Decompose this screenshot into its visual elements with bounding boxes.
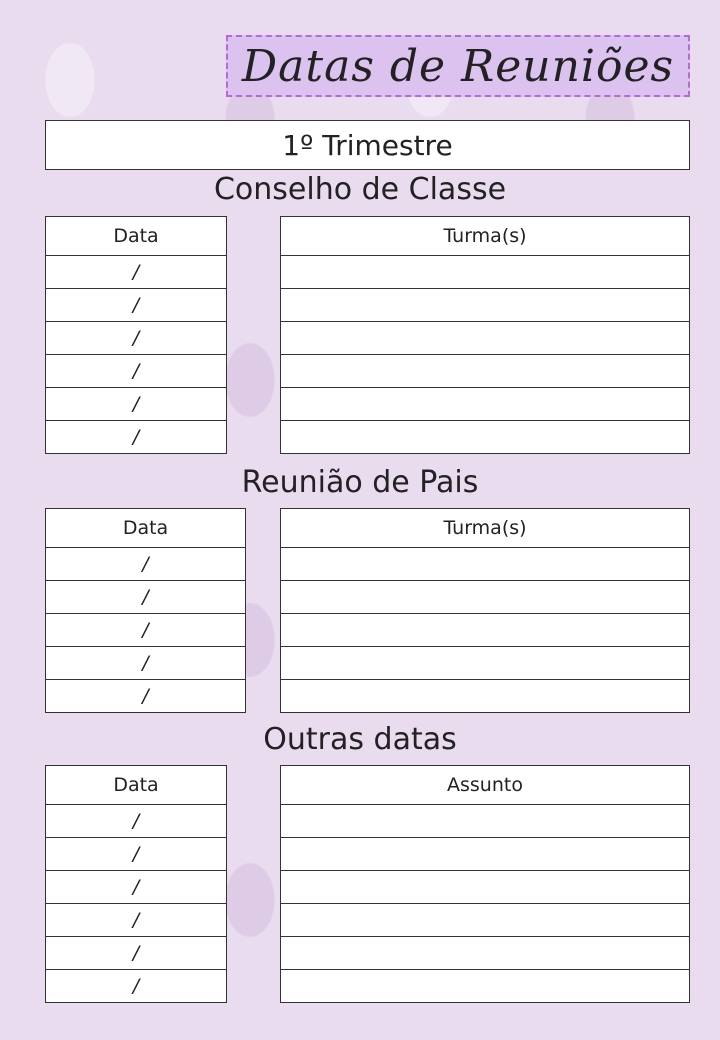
assunto-cell[interactable]: [281, 805, 690, 838]
conselho-turma-table: [280, 216, 690, 454]
outras-date-table: [45, 765, 227, 1003]
date-cell[interactable]: /: [46, 647, 246, 680]
reuniao-turma-table: [280, 508, 690, 713]
turma-cell[interactable]: [281, 388, 690, 421]
conselho-date-table: [45, 216, 227, 454]
section-title-reuniao: Reunião de Pais: [241, 465, 479, 500]
assunto-cell[interactable]: [281, 838, 690, 871]
date-header: Data: [46, 509, 246, 548]
turma-cell[interactable]: [281, 614, 690, 647]
assunto-cell[interactable]: [281, 871, 690, 904]
trimester-banner: [45, 120, 690, 170]
date-cell[interactable]: /: [46, 838, 227, 871]
date-cell[interactable]: /: [46, 871, 227, 904]
assunto-header: Assunto: [281, 766, 690, 805]
turma-header: Turma(s): [281, 217, 690, 256]
trimester-label: 1º Trimestre: [282, 128, 453, 162]
turma-cell[interactable]: [281, 421, 690, 454]
turma-cell[interactable]: [281, 355, 690, 388]
date-cell[interactable]: /: [46, 581, 246, 614]
date-cell[interactable]: /: [46, 614, 246, 647]
turma-header: Turma(s): [281, 509, 690, 548]
section-title-outras: Outras datas: [263, 722, 457, 757]
date-cell[interactable]: /: [46, 805, 227, 838]
date-cell[interactable]: /: [46, 904, 227, 937]
turma-cell[interactable]: [281, 256, 690, 289]
page-title: Datas de Reuniões: [241, 40, 675, 92]
date-cell[interactable]: /: [46, 548, 246, 581]
date-cell[interactable]: /: [46, 355, 227, 388]
turma-cell[interactable]: [281, 647, 690, 680]
date-cell[interactable]: /: [46, 388, 227, 421]
date-cell[interactable]: /: [46, 421, 227, 454]
turma-cell[interactable]: [281, 289, 690, 322]
date-cell[interactable]: /: [46, 289, 227, 322]
date-header: Data: [46, 217, 227, 256]
assunto-cell[interactable]: [281, 937, 690, 970]
date-cell[interactable]: /: [46, 970, 227, 1003]
assunto-cell[interactable]: [281, 970, 690, 1003]
section-title-conselho: Conselho de Classe: [213, 172, 507, 207]
turma-cell[interactable]: [281, 548, 690, 581]
turma-cell[interactable]: [281, 322, 690, 355]
outras-assunto-table: [280, 765, 690, 1003]
title-banner: [226, 35, 690, 97]
date-cell[interactable]: /: [46, 322, 227, 355]
date-cell[interactable]: /: [46, 256, 227, 289]
date-cell[interactable]: /: [46, 680, 246, 713]
turma-cell[interactable]: [281, 680, 690, 713]
date-cell[interactable]: /: [46, 937, 227, 970]
reuniao-date-table: [45, 508, 246, 713]
assunto-cell[interactable]: [281, 904, 690, 937]
turma-cell[interactable]: [281, 581, 690, 614]
date-header: Data: [46, 766, 227, 805]
